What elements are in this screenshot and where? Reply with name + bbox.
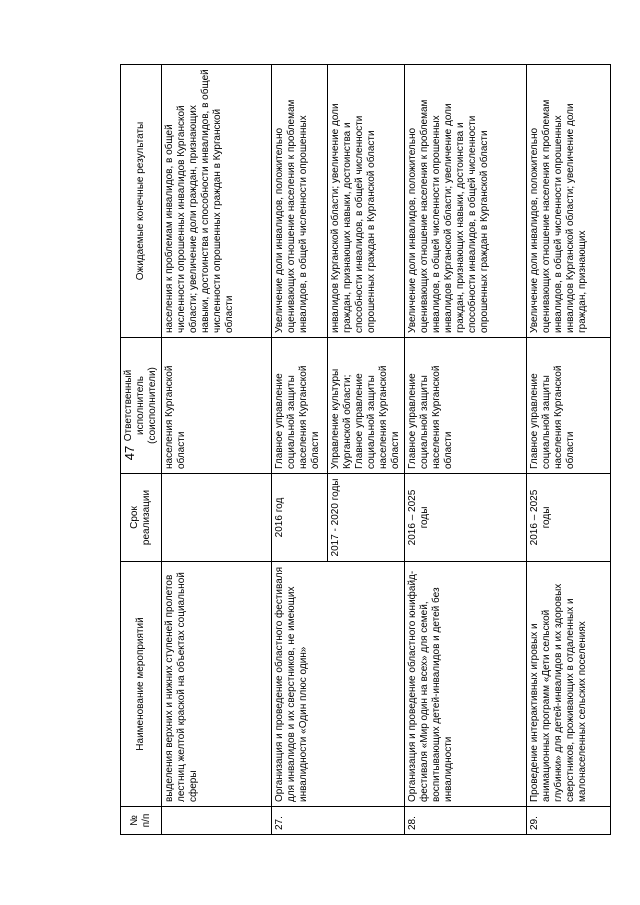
row-name: Проведение интерактивных игровых и анимационных программ «Дети сельской глубинки» для детей-инвалидов и их здоровых сверстников, проживающих в отдаленных и малонаселенных сельских поселениях: [527, 562, 611, 807]
row-results: Увеличение доли инвалидов, положительно оценивающих отношение населения к проблемам инвалидов, в общей численности опрошенных: [272, 65, 328, 338]
rotated-page-content: [120, 65, 605, 835]
table-row: [527, 65, 611, 835]
row-period: 2016 год: [272, 474, 328, 562]
header-period: Срок реализации: [121, 474, 162, 562]
row-name: Организация и проведение областного юнифайд-фестиваля «Мир один на всех» для семей, воспитывающих детей-инвалидов и детей без инвалидности: [405, 562, 527, 807]
row-period: 2017 - 2020 годы: [328, 474, 405, 562]
row-executor: Главное управление социальной защиты населения Курганской области: [527, 338, 611, 474]
row-num: 28.: [405, 807, 527, 835]
row-executor: Главное управление социальной защиты населения Курганской области: [272, 338, 328, 474]
table-header-row: [121, 65, 162, 835]
header-name: Наименование мероприятий: [121, 562, 162, 807]
table-row: [405, 65, 527, 835]
row-period: [162, 474, 272, 562]
header-num: № п/п: [121, 807, 162, 835]
row-num: 27.: [272, 807, 405, 835]
row-num: 29.: [527, 807, 611, 835]
row-period: 2016 – 2025 годы: [527, 474, 611, 562]
row-period: 2016 – 2025 годы: [405, 474, 527, 562]
row-num: [162, 807, 272, 835]
table-row: [272, 65, 328, 835]
row-results: инвалидов Курганской области; увеличение доли граждан, признающих навыки, достоинства и способности инвалидов, в общей численности опрошенных граждан в Курганской области: [328, 65, 405, 338]
page-number: 47: [122, 445, 137, 461]
row-results: Увеличение доли инвалидов, положительно оценивающих отношение населения к проблемам инвалидов, в общей численности опрошенных инвалидов Курганской области; увеличение доли граждан, признающих навыки, достоинства и способности инвалидов, в общей численности опрошенных граждан в Курганской области: [405, 65, 527, 338]
row-results: Увеличение доли инвалидов, положительно оценивающих отношение населения к проблемам инвалидов, в общей численности опрошенных инвалидов Курганской области; увеличение доли граждан, признающих: [527, 65, 611, 338]
row-executor: Главное управление социальной защиты населения Курганской области: [405, 338, 527, 474]
row-name: Организация и проведение областного фестиваля для инвалидов и их сверстников, не имеющих инвалидности «Один плюс один»: [272, 562, 405, 807]
table-row: [162, 65, 272, 835]
row-results: населения к проблемам инвалидов, в общей численности опрошенных инвалидов Курганской области; увеличение доли граждан, признающих навыки, достоинства и способности инвалидов, в общей численности опрошенных граждан в Курганской области: [162, 65, 272, 338]
row-executor: Управление культуры Курганской области; Главное управление социальной защиты населения Курганской области: [328, 338, 405, 474]
header-executor: Ответственный исполнитель (соисполнители): [121, 338, 162, 474]
row-executor: населения Курганской области: [162, 338, 272, 474]
header-results: Ожидаемые конечные результаты: [121, 65, 162, 338]
row-name: выделения верхних и нижних ступеней пролетов лестниц желтой краской на объектах социальной сферы: [162, 562, 272, 807]
measures-table: [120, 64, 611, 835]
